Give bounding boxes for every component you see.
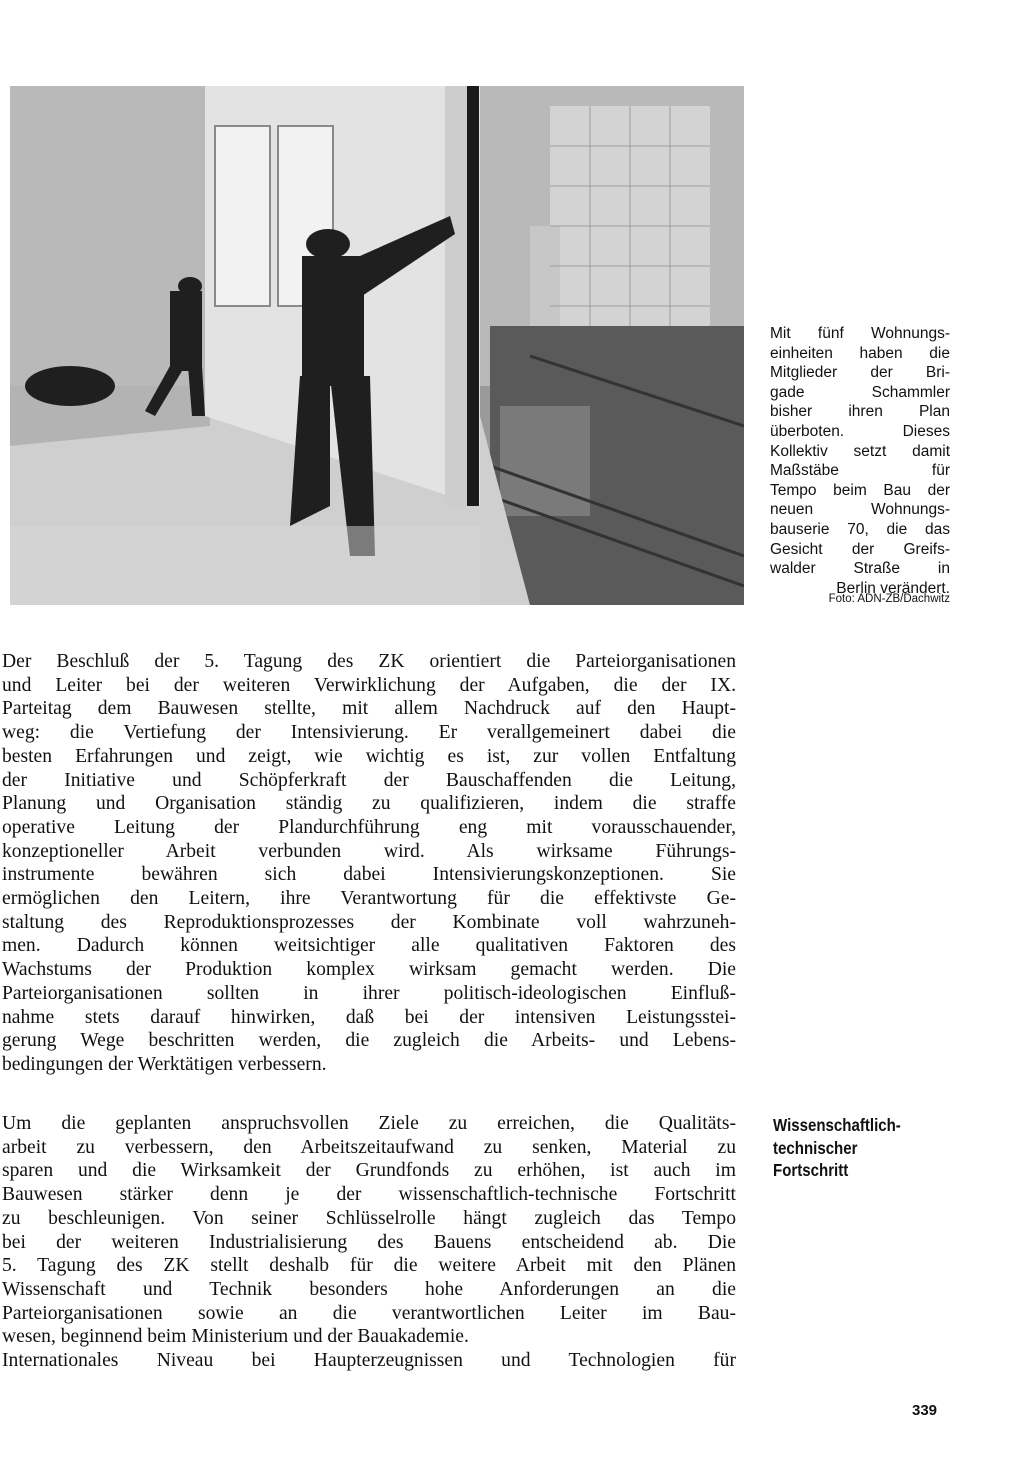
photo-illustration (10, 86, 744, 605)
caption-line: Mit fünf Wohnungs- (770, 325, 950, 342)
text-line: Bauwesen stärker denn je der wissenschaftlich-technische Fortschritt (2, 1184, 736, 1206)
text-line: gerung Wege beschritten werden, die zugleich die Arbeits- und Lebens- (2, 1030, 736, 1052)
heading-line: Wissenschaftlich- (773, 1115, 901, 1135)
caption-line: bauserie 70, die das (770, 520, 950, 538)
paragraph-1 (2, 650, 736, 1077)
text-line: instrumente bewähren sich dabei Intensivierungskonzeptionen. Sie (2, 864, 736, 886)
caption-line: einheiten haben die (770, 344, 950, 362)
text-line: Parteitag dem Bauwesen stellte, mit allem Nachdruck auf den Haupt- (2, 698, 736, 720)
text-line: weg: die Vertiefung der Intensivierung. Er verallgemeinert dabei die (2, 722, 736, 744)
page-number: 339 (912, 1402, 938, 1419)
text-line: Der Beschluß der 5. Tagung des ZK orientiert die Parteiorganisationen (2, 651, 736, 672)
text-line: Internationales Niveau bei Haupterzeugnissen und Technologien für (2, 1350, 736, 1372)
caption-line: Berlin verändert. (836, 579, 950, 597)
text-line: Planung und Organisation ständig zu qualifizieren, indem die straffe (2, 793, 736, 815)
text-line: besten Erfahrungen und zeigt, wie wichtig es ist, zur vollen Entfaltung (2, 745, 736, 767)
text-line: nahme stets darauf hinwirken, daß bei der intensiven Leistungsstei- (2, 1006, 736, 1028)
text-line: der Initiative und Schöpferkraft der Bauschaffenden die Leitung, (2, 769, 736, 791)
text-line: sparen und die Wirksamkeit der Grundfonds zu erhöhen, ist auch im (2, 1160, 736, 1182)
text-line: bei der weiteren Industrialisierung des Bauens entscheidend ab. Die (2, 1231, 736, 1253)
photo-credit: Foto: ADN-ZB/Dachwitz (828, 593, 950, 605)
caption-line: Kollektiv setzt damit (770, 442, 950, 460)
text-line: Wachstums der Produktion komplex wirksam gemacht werden. Die (2, 959, 736, 981)
text-line: wesen, beginnend beim Ministerium und der Bauakademie. (2, 1326, 469, 1348)
caption-line: neuen Wohnungs- (770, 501, 950, 519)
text-line: Parteiorganisationen sollten in ihrer politisch-ideologischen Einfluß- (2, 982, 736, 1004)
text-line: bedingungen der Werktätigen verbessern. (2, 1053, 327, 1075)
caption-line: überboten. Dieses (770, 422, 950, 440)
text-line: Um die geplanten anspruchsvollen Ziele zu erreichen, die Qualitäts- (2, 1113, 736, 1134)
caption-line: bisher ihren Plan (770, 403, 950, 421)
text-line: 5. Tagung des ZK stellt deshalb für die weitere Arbeit mit den Plänen (2, 1255, 736, 1277)
text-line: men. Dadurch können weitsichtiger alle qualitativen Faktoren des (2, 935, 736, 957)
text-line: ermöglichen den Leitern, ihre Verantwortung für die effektivste Ge- (2, 888, 736, 910)
caption-line: Mitglieder der Bri- (770, 364, 950, 382)
heading-line: technischer (773, 1137, 858, 1158)
text-line: operative Leitung der Plandurchführung eng mit vorausschauender, (2, 816, 736, 838)
caption-line: Gesicht der Greifs- (770, 540, 950, 558)
caption-line: gade Schammler (770, 383, 950, 401)
text-line: zu beschleunigen. Von seiner Schlüsselrolle hängt zugleich das Tempo (2, 1207, 736, 1229)
text-line: Wissenschaft und Technik besonders hohe Anforderungen an die (2, 1278, 736, 1300)
text-line: Parteiorganisationen sowie an die verantwortlichen Leiter im Bau- (2, 1302, 736, 1324)
section-heading (773, 1114, 945, 1182)
text-line: und Leiter bei der weiteren Verwirklichung der Aufgaben, die der IX. (2, 674, 736, 696)
text-line: staltung des Reproduktionsprozesses der Kombinate voll wahrzuneh- (2, 911, 736, 933)
text-line: konzeptioneller Arbeit verbunden wird. Als wirksame Führungs- (2, 840, 736, 862)
construction-photo (10, 86, 744, 605)
paragraph-2 (2, 1112, 736, 1373)
heading-line: Fortschritt (773, 1160, 849, 1180)
photo-caption (770, 324, 950, 598)
caption-line: walder Straße in (770, 560, 950, 578)
caption-line: Maßstäbe für (770, 462, 950, 480)
caption-line: Tempo beim Bau der (770, 481, 950, 499)
text-line: arbeit zu verbessern, den Arbeitszeitaufwand zu senken, Material zu (2, 1136, 736, 1158)
